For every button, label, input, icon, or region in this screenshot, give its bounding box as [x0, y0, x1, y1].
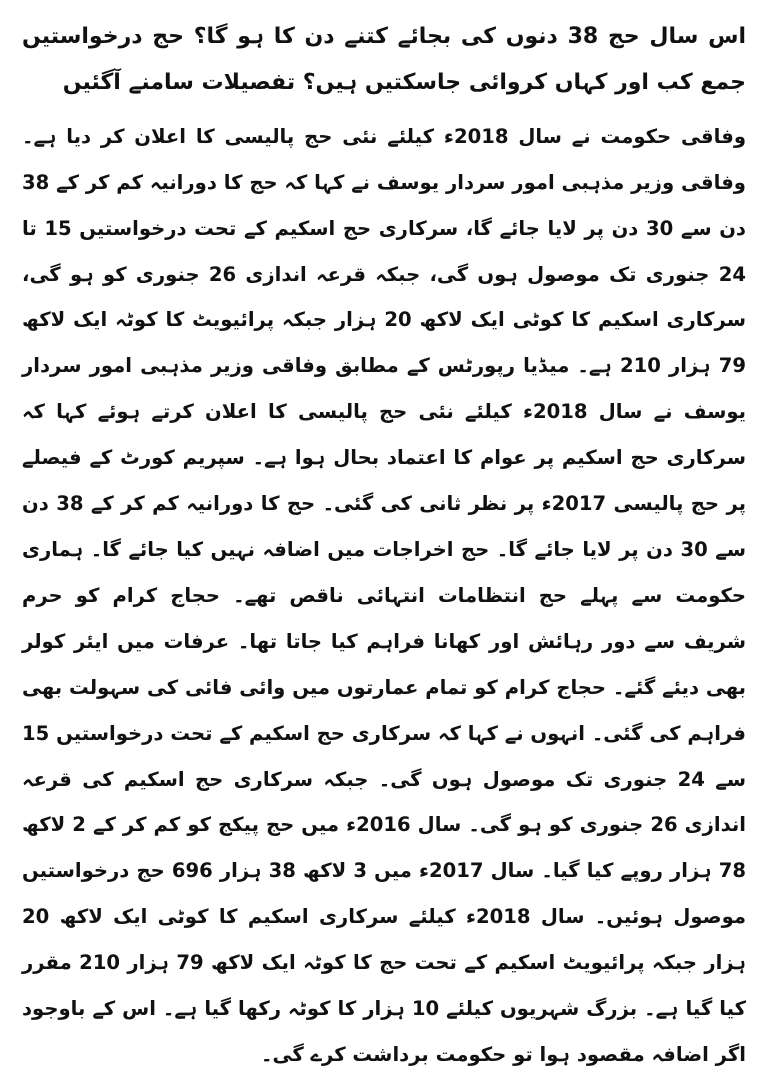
article-headline: اس سال حج 38 دنوں کی بجائے کتنے دن کا ہو گا؟ حج درخواستیں جمع کب اور کہاں کروائی جاسکتیں ہیں؟ تفصیلات سامنے آگئیں: [22, 24, 747, 95]
article-paragraph: وفاقی حکومت نے سال 2018ء کیلئے نئی حج پالیسی کا اعلان کر دیا ہے۔ وفاقی وزیر مذہبی امور سردار یوسف نے کہا کہ حج کا دورانیہ کم کر کے 38 دن سے 30 دن پر لایا جائے گا، سرکاری حج اسکیم کے تحت درخواستیں 15 تا 24 جنوری تک موصول ہوں گی، جبکہ قرعہ اندازی 26 جنوری کو ہو گی، سرکاری اسکیم کا کوٹی ایک لاکھ 20 ہزار جبکہ پرائیویٹ کا کوٹہ ایک لاکھ 79 ہزار 210 ہے۔ میڈیا رپورٹس کے مطابق وفاقی وزیر مذہبی امور سردار یوسف نے سال 2018ء کیلئے نئی حج پالیسی کا اعلان کرتے ہوئے کہا کہ سرکاری حج اسکیم پر عوام کا اعتماد بحال ہوا ہے۔ سپریم کورٹ کے فیصلے پر حج پالیسی 2017ء پر نظر ثانی کی گئی۔ حج کا دورانیہ کم کر کے 38 دن سے 30 دن پر لایا جائے گا۔ حج اخراجات میں اضافہ نہیں کیا جائے گا۔ ہماری حکومت سے پہلے حج انتظامات انتہائی ناقص تھے۔ حجاج کرام کو حرم شریف سے دور رہائش اور کھانا فراہم کیا جاتا تھا۔ عرفات میں ایئر کولر بھی دیئے گئے۔ حجاج کرام کو تمام عمارتوں میں وائی فائی کی سہولت بھی فراہم کی گئی۔ انہوں نے کہا کہ سرکاری حج اسکیم کے تحت درخواستیں 15 سے 24 جنوری تک موصول ہوں گی۔ جبکہ سرکاری حج اسکیم کی قرعہ اندازی 26 جنوری کو ہو گی۔ سال 2016ء میں حج پیکج کو کم کر کے 2 لاکھ 78 ہزار روپے کیا گیا۔ سال 2017ء میں 3 لاکھ 38 ہزار 696 حج درخواستیں موصول ہوئیں۔ سال 2018ء کیلئے سرکاری اسکیم کا کوٹی ایک لاکھ 20 ہزار جبکہ پرائیویٹ اسکیم کے تحت حج کا کوٹہ ایک لاکھ 79 ہزار 210 مقرر کیا گیا ہے۔ بزرگ شہریوں کیلئے 10 ہزار کا کوٹہ رکھا گیا ہے۔ اس کے باوجود اگر اضافہ مقصود ہوا تو حکومت برداشت کرے گی۔: [22, 124, 747, 1066]
article-body: [22, 114, 746, 1078]
